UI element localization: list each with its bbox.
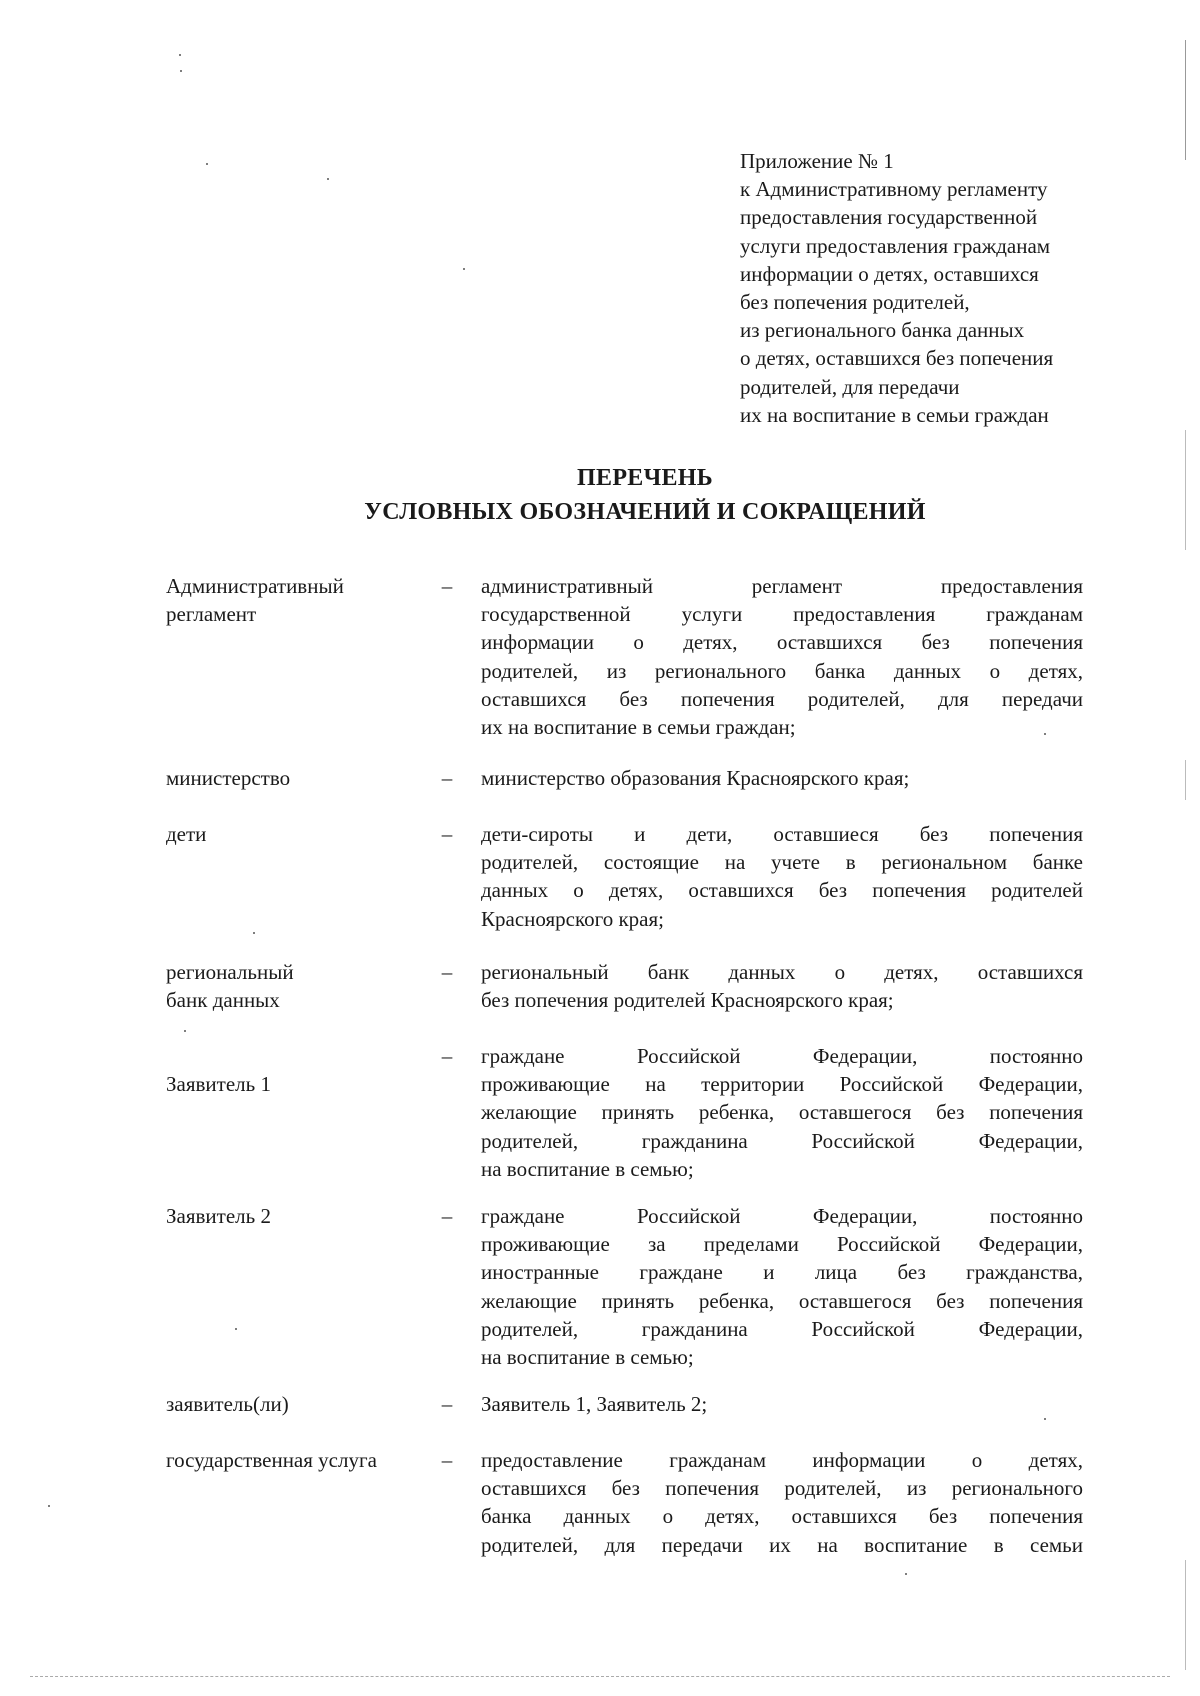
scan-speck <box>179 54 181 56</box>
entry-term <box>166 820 436 848</box>
entry-dash: – <box>441 1392 453 1416</box>
entry-dash: – <box>441 1204 453 1228</box>
definition-line: иностранные граждане и лица без гражданства, <box>481 1260 1083 1285</box>
entry-term <box>166 1070 436 1098</box>
term-line: заявитель(ли) <box>166 1392 289 1416</box>
scan-speck <box>463 268 465 270</box>
entry-dash: – <box>441 1044 453 1068</box>
entry-definition <box>481 1042 1083 1183</box>
definition-line: Заявитель 1, Заявитель 2; <box>481 1392 708 1416</box>
scan-speck <box>48 1505 50 1507</box>
entry-dash: – <box>441 766 453 790</box>
term-line: регламент <box>166 602 257 627</box>
scan-speck <box>184 1030 186 1032</box>
definition-line: банка данных о детях, оставшихся без попечения <box>481 1504 1083 1529</box>
definition-line: родителей, гражданина Российской Федерации, <box>481 1316 1083 1341</box>
entry-definition <box>481 1390 1083 1418</box>
appendix-line: из регионального банка данных <box>740 318 1025 343</box>
entry-term <box>166 764 436 792</box>
definition-line: административный регламент предоставления <box>481 574 1083 598</box>
definition-line: оставшихся без попечения родителей, для передачи <box>481 686 1083 711</box>
entry-dash: – <box>441 574 453 598</box>
definition-line: проживающие за пределами Российской Федерации, <box>481 1232 1083 1257</box>
scan-speck <box>327 178 329 180</box>
scan-speck <box>905 1573 907 1575</box>
entry-definition <box>481 1446 1083 1559</box>
definition-line: Красноярского края; <box>481 906 664 931</box>
term-line: министерство <box>166 766 291 790</box>
term-line: Заявитель 1 <box>166 1072 271 1096</box>
appendix-line: услуги предоставления гражданам <box>740 233 1051 258</box>
entry-dash: – <box>441 1448 453 1472</box>
entry-definition <box>481 764 1083 792</box>
appendix-line: предоставления государственной <box>740 205 1038 230</box>
definition-line: без попечения родителей Красноярского края; <box>481 988 894 1013</box>
scan-edge-line <box>1185 430 1186 550</box>
appendix-line: без попечения родителей, <box>740 290 970 315</box>
entry-definition <box>481 820 1083 933</box>
definition-line: родителей, состоящие на учете в региональном банке <box>481 850 1083 875</box>
definition-line: дети-сироты и дети, оставшиеся без попечения <box>481 822 1083 846</box>
definition-line: родителей, из регионального банка данных о детях, <box>481 658 1083 683</box>
appendix-header <box>740 147 1160 429</box>
scan-edge-line <box>1185 40 1186 160</box>
term-line: банк данных <box>166 988 280 1013</box>
definition-line: государственной услуги предоставления гражданам <box>481 602 1083 627</box>
definition-line: оставшихся без попечения родителей, из регионального <box>481 1476 1083 1501</box>
scan-speck <box>1044 733 1046 735</box>
scan-edge-line <box>1185 1560 1186 1670</box>
appendix-line: Приложение № 1 <box>740 149 894 173</box>
definition-line: министерство образования Красноярского края; <box>481 766 910 790</box>
appendix-line: родителей, для передачи <box>740 374 960 399</box>
entry-definition <box>481 572 1083 741</box>
entry-dash: – <box>441 822 453 846</box>
definition-line: данных о детях, оставшихся без попечения родителей <box>481 878 1083 903</box>
document-title <box>0 461 1200 529</box>
definition-line: их на воспитание в семьи граждан; <box>481 715 796 740</box>
definition-line: желающие принять ребенка, оставшегося без попечения <box>481 1288 1083 1313</box>
definition-line: граждане Российской Федерации, постоянно <box>481 1204 1083 1228</box>
definition-line: информации о детях, оставшихся без попечения <box>481 630 1083 655</box>
title-line-2: УСЛОВНЫХ ОБОЗНАЧЕНИЙ И СОКРАЩЕНИЙ <box>364 499 926 525</box>
title-line-1: ПЕРЕЧЕНЬ <box>577 465 713 491</box>
definition-line: региональный банк данных о детях, оставшихся <box>481 960 1083 984</box>
term-line: Административный <box>166 574 344 598</box>
scan-speck <box>180 70 182 72</box>
definition-line: проживающие на территории Российской Федерации, <box>481 1072 1083 1097</box>
entry-dash: – <box>441 960 453 984</box>
entry-term <box>166 1446 436 1474</box>
scan-bottom-edge <box>30 1676 1170 1678</box>
definition-line: родителей, для передачи их на воспитание в семьи <box>481 1532 1083 1557</box>
entry-term <box>166 1202 436 1230</box>
entry-definition <box>481 958 1083 1014</box>
term-line: дети <box>166 822 207 846</box>
scan-speck <box>206 163 208 165</box>
appendix-line: информации о детях, оставшихся <box>740 261 1039 286</box>
definition-line: желающие принять ребенка, оставшегося без попечения <box>481 1100 1083 1125</box>
entry-term <box>166 572 436 628</box>
scan-edge-line <box>1185 760 1186 800</box>
term-line: государственная услуга <box>166 1448 377 1472</box>
definition-line: предоставление гражданам информации о детях, <box>481 1448 1083 1472</box>
definition-line: на воспитание в семью; <box>481 1345 694 1370</box>
scan-speck <box>253 932 255 934</box>
entry-term <box>166 1390 436 1418</box>
definition-line: на воспитание в семью; <box>481 1156 694 1181</box>
scan-speck <box>235 1328 237 1330</box>
scan-speck <box>1044 1418 1046 1420</box>
appendix-line: их на воспитание в семьи граждан <box>740 402 1049 427</box>
definition-line: граждане Российской Федерации, постоянно <box>481 1044 1083 1068</box>
appendix-line: о детях, оставшихся без попечения <box>740 346 1054 371</box>
entry-definition <box>481 1202 1083 1371</box>
appendix-line: к Административному регламенту <box>740 177 1048 202</box>
definition-line: родителей, гражданина Российской Федерации, <box>481 1128 1083 1153</box>
term-line: Заявитель 2 <box>166 1204 271 1228</box>
term-line: региональный <box>166 960 294 984</box>
entry-term <box>166 958 436 1014</box>
